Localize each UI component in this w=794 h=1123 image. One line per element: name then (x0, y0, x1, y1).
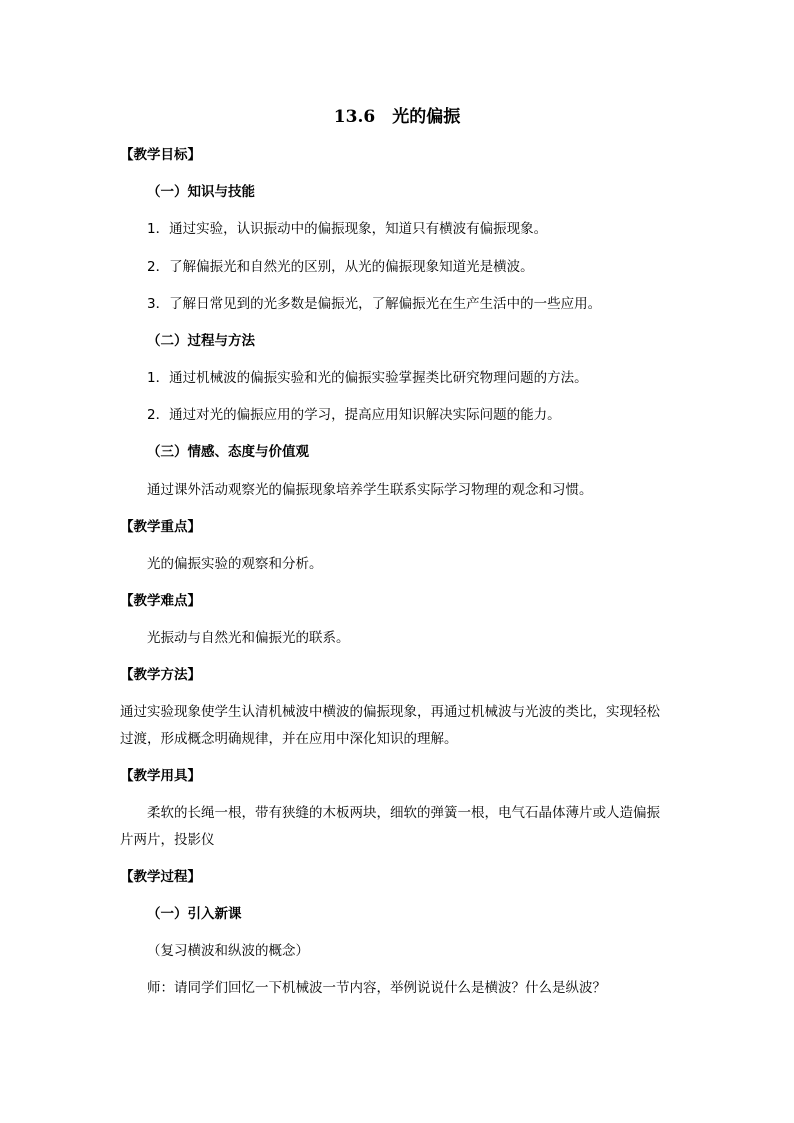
goals-sub2-heading: （二）过程与方法 (147, 333, 255, 349)
process-note: （复习横波和纵波的概念） (147, 943, 309, 959)
method-text-line-1: 通过实验现象使学生认清机械波中横波的偏振现象，再通过机械波与光波的类比，实现轻松 (120, 704, 660, 720)
goals-sub1-item-1: 1．通过实验，认识振动中的偏振现象，知道只有横波有偏振现象。 (147, 221, 548, 237)
goals-sub1-heading: （一）知识与技能 (147, 184, 255, 200)
goals-sub2-item-2: 2．通过对光的偏振应用的学习，提高应用知识解决实际问题的能力。 (147, 407, 561, 423)
process-sub1-heading: （一）引入新课 (147, 906, 242, 922)
key-point-header: 【教学重点】 (120, 519, 201, 535)
goals-sub2-item-1: 1．通过机械波的偏振实验和光的偏振实验掌握类比研究物理问题的方法。 (147, 370, 588, 386)
difficulty-header: 【教学难点】 (120, 593, 201, 609)
goals-sub3-text: 通过课外活动观察光的偏振现象培养学生联系实际学习物理的观念和习惯。 (147, 482, 593, 498)
tools-text-line-2: 片两片，投影仪 (120, 832, 215, 848)
goals-sub1-item-3: 3．了解日常见到的光多数是偏振光，了解偏振光在生产生活中的一些应用。 (147, 296, 602, 312)
tools-text-line-1: 柔软的长绳一根，带有狭缝的木板两块，细软的弹簧一根，电气石晶体薄片或人造偏振 (147, 805, 660, 821)
tools-header: 【教学用具】 (120, 768, 201, 784)
goals-sub3-heading: （三）情感、态度与价值观 (147, 444, 309, 460)
process-header: 【教学过程】 (120, 869, 201, 885)
method-text-line-2: 过渡，形成概念明确规律，并在应用中深化知识的理解。 (120, 731, 458, 747)
goals-sub1-item-2: 2．了解偏振光和自然光的区别，从光的偏振现象知道光是横波。 (147, 259, 534, 275)
process-teacher-line: 师：请同学们回忆一下机械波一节内容，举例说说什么是横波？什么是纵波？ (147, 980, 606, 996)
document-title: 13.6 光的偏振 (333, 107, 461, 127)
method-header: 【教学方法】 (120, 667, 201, 683)
goals-header: 【教学目标】 (120, 147, 201, 163)
key-point-text: 光的偏振实验的观察和分析。 (147, 556, 323, 572)
difficulty-text: 光振动与自然光和偏振光的联系。 (147, 630, 350, 646)
